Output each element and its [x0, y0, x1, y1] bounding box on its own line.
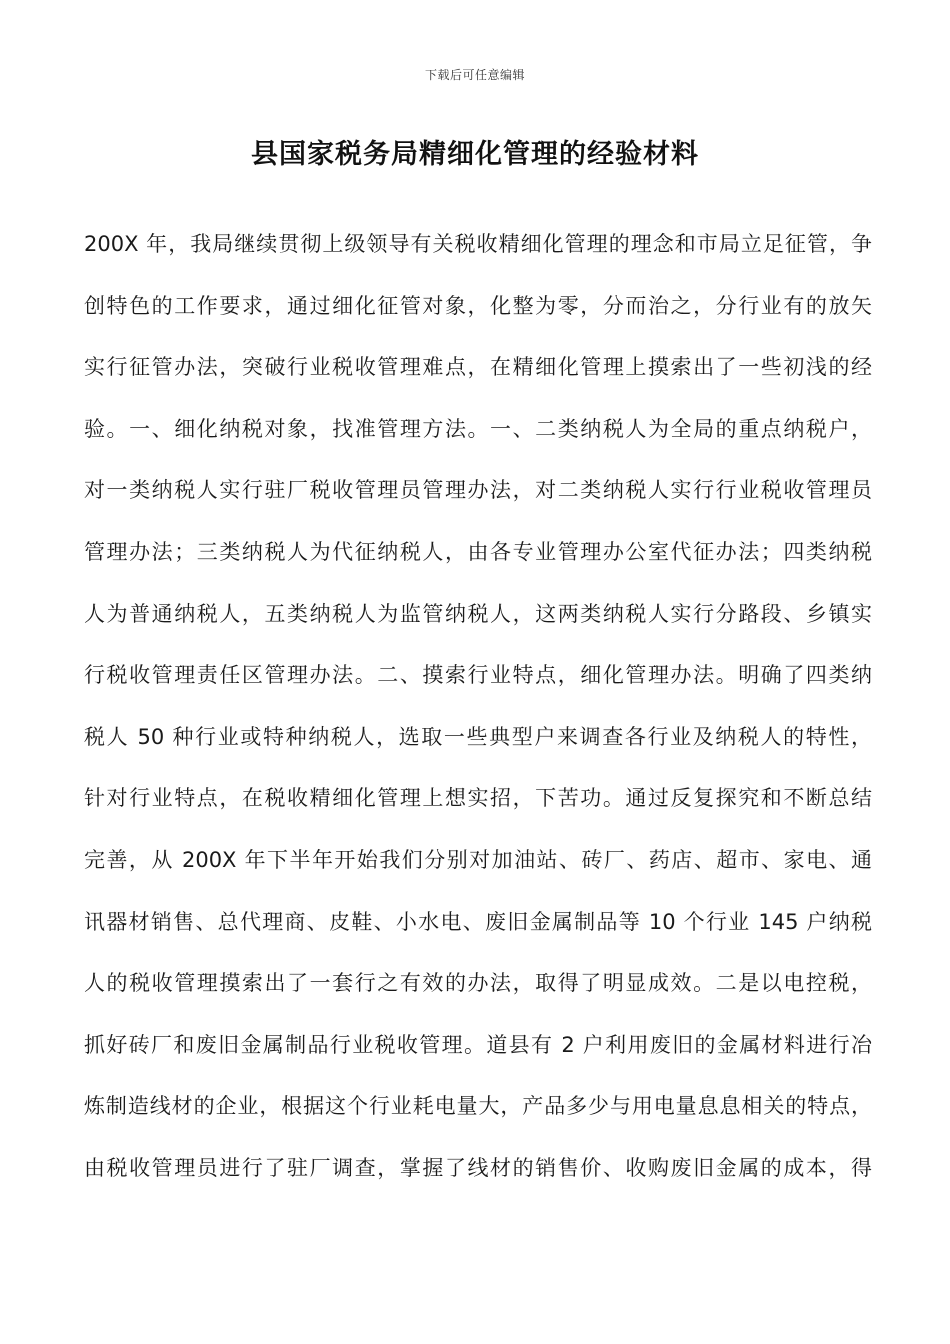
body-line: 炼制造线材的企业，根据这个行业耗电量大，产品多少与用电量息息相关的特点，: [84, 1094, 872, 1119]
body-line: 人的税收管理摸索出了一套行之有效的办法，取得了明显成效。二是以电控税，: [84, 971, 872, 996]
body-line: 200X 年，我局继续贯彻上级领导有关税收精细化管理的理念和市局立足征管，争: [84, 232, 872, 256]
body-line: 讯器材销售、总代理商、皮鞋、小水电、废旧金属制品等 10 个行业 145 户纳税: [84, 909, 872, 934]
body-paragraph: [84, 214, 872, 1200]
body-line: 由税收管理员进行了驻厂调查，掌握了线材的销售价、收购废旧金属的成本，得: [84, 1155, 872, 1180]
body-line: 行税收管理责任区管理办法。二、摸索行业特点，细化管理办法。明确了四类纳: [84, 663, 872, 688]
body-line: 管理办法；三类纳税人为代征纳税人，由各专业管理办公室代征办法；四类纳税: [84, 539, 872, 564]
body-line: 创特色的工作要求，通过细化征管对象，化整为零，分而治之，分行业有的放矢: [84, 293, 872, 318]
body-line: 税人 50 种行业或特种纳税人，选取一些典型户来调查各行业及纳税人的特性，: [84, 724, 872, 749]
document-title: 县国家税务局精细化管理的经验材料: [251, 139, 699, 170]
body-line: 验。一、细化纳税对象，找准管理方法。一、二类纳税人为全局的重点纳税户，: [84, 416, 872, 441]
body-line: 对一类纳税人实行驻厂税收管理员管理办法，对二类纳税人实行行业税收管理员: [84, 478, 872, 503]
body-line: 实行征管办法，突破行业税收管理难点，在精细化管理上摸索出了一些初浅的经: [84, 355, 872, 380]
body-line: 完善，从 200X 年下半年开始我们分别对加油站、砖厂、药店、超市、家电、通: [84, 847, 872, 872]
body-line: 人为普通纳税人，五类纳税人为监管纳税人，这两类纳税人实行分路段、乡镇实: [84, 601, 872, 626]
body-line: 针对行业特点，在税收精细化管理上想实招，下苦功。通过反复探究和不断总结: [84, 786, 872, 811]
header-note: 下载后可任意编辑: [424, 68, 525, 82]
body-line: 抓好砖厂和废旧金属制品行业税收管理。道县有 2 户利用废旧的金属材料进行冶: [84, 1032, 872, 1057]
